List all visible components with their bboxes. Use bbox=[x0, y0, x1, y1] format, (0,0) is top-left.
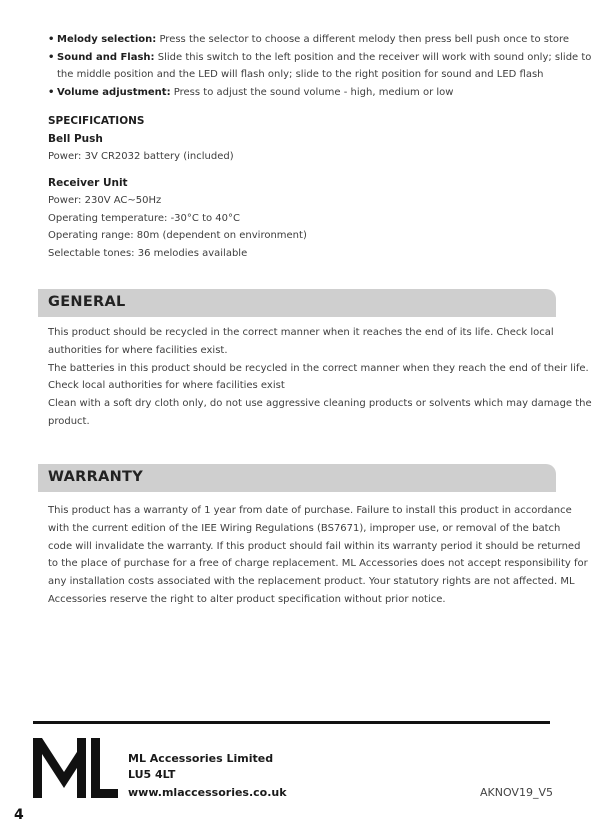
general-section-header bbox=[38, 289, 556, 317]
feature-continuation: the middle position and the LED will flash only; slide to the right position for sound and LED flash bbox=[57, 69, 544, 80]
bell-push-heading: Bell Push bbox=[48, 133, 103, 145]
warranty-line: This product has a warranty of 1 year from date of purchase. Failure to install this product in accordance bbox=[48, 505, 572, 516]
bullet-icon: • bbox=[48, 87, 55, 98]
general-line: The batteries in this product should be recycled in the correct manner when they reach the end of their life. bbox=[48, 363, 589, 374]
spec-line: Power: 3V CR2032 battery (included) bbox=[48, 151, 234, 162]
feature-text: Slide this switch to the left position and the receiver will work with sound only; slide to bbox=[157, 52, 592, 63]
warranty-line: with the current edition of the IEE Wiring Regulations (BS7671), improper use, or removal of the batch bbox=[48, 523, 561, 534]
general-line: Clean with a soft dry cloth only, do not use aggressive cleaning products or solvents which may damage the bbox=[48, 398, 592, 409]
company-name: ML Accessories Limited bbox=[128, 752, 274, 765]
bullet-icon: • bbox=[48, 34, 55, 45]
specifications-heading: SPECIFICATIONS bbox=[48, 115, 145, 127]
receiver-unit-heading: Receiver Unit bbox=[48, 177, 128, 189]
bullet-icon: • bbox=[48, 52, 55, 63]
general-line: Check local authorities for where facilities exist bbox=[48, 380, 285, 391]
document-code: AKNOV19_V5 bbox=[480, 786, 553, 799]
feature-melody-selection bbox=[48, 33, 569, 47]
feature-label: Melody selection: bbox=[57, 34, 157, 45]
company-postcode: LU5 4LT bbox=[128, 768, 176, 781]
spec-line: Operating range: 80m (dependent on environment) bbox=[48, 230, 307, 241]
company-website-link[interactable]: www.mlaccessories.co.uk bbox=[128, 786, 287, 799]
warranty-line: any installation costs associated with the replacement product. Your statutory rights are not affected. ML bbox=[48, 576, 575, 587]
warranty-line: Accessories reserve the right to alter product specification without prior notice. bbox=[48, 594, 446, 605]
general-line: This product should be recycled in the correct manner when it reaches the end of its life. Check local bbox=[48, 327, 554, 338]
spec-line: Selectable tones: 36 melodies available bbox=[48, 248, 248, 259]
warranty-line: code will invalidate the warranty. If this product should fail within its warranty period it should be returned bbox=[48, 541, 581, 552]
general-line: product. bbox=[48, 416, 90, 427]
feature-label: Volume adjustment: bbox=[57, 87, 171, 98]
feature-volume-adjustment bbox=[48, 86, 453, 100]
feature-sound-and-flash bbox=[48, 51, 591, 65]
general-line: authorities for where facilities exist. bbox=[48, 345, 228, 356]
feature-text: Press to adjust the sound volume - high, medium or low bbox=[173, 87, 454, 98]
warranty-line: to the place of purchase for a free of charge replacement. ML Accessories does not accept responsibility for bbox=[48, 558, 588, 569]
footer-divider bbox=[33, 721, 550, 724]
general-title: GENERAL bbox=[48, 294, 126, 310]
spec-line: Operating temperature: -30°C to 40°C bbox=[48, 213, 240, 224]
feature-label: Sound and Flash: bbox=[57, 52, 155, 63]
feature-text: Press the selector to choose a different melody then press bell push once to store bbox=[159, 34, 570, 45]
page-number: 4 bbox=[14, 807, 24, 823]
spec-line: Power: 230V AC~50Hz bbox=[48, 195, 162, 206]
ml-logo-icon bbox=[33, 730, 118, 798]
warranty-title: WARRANTY bbox=[48, 469, 144, 485]
warranty-section-header bbox=[38, 464, 556, 492]
